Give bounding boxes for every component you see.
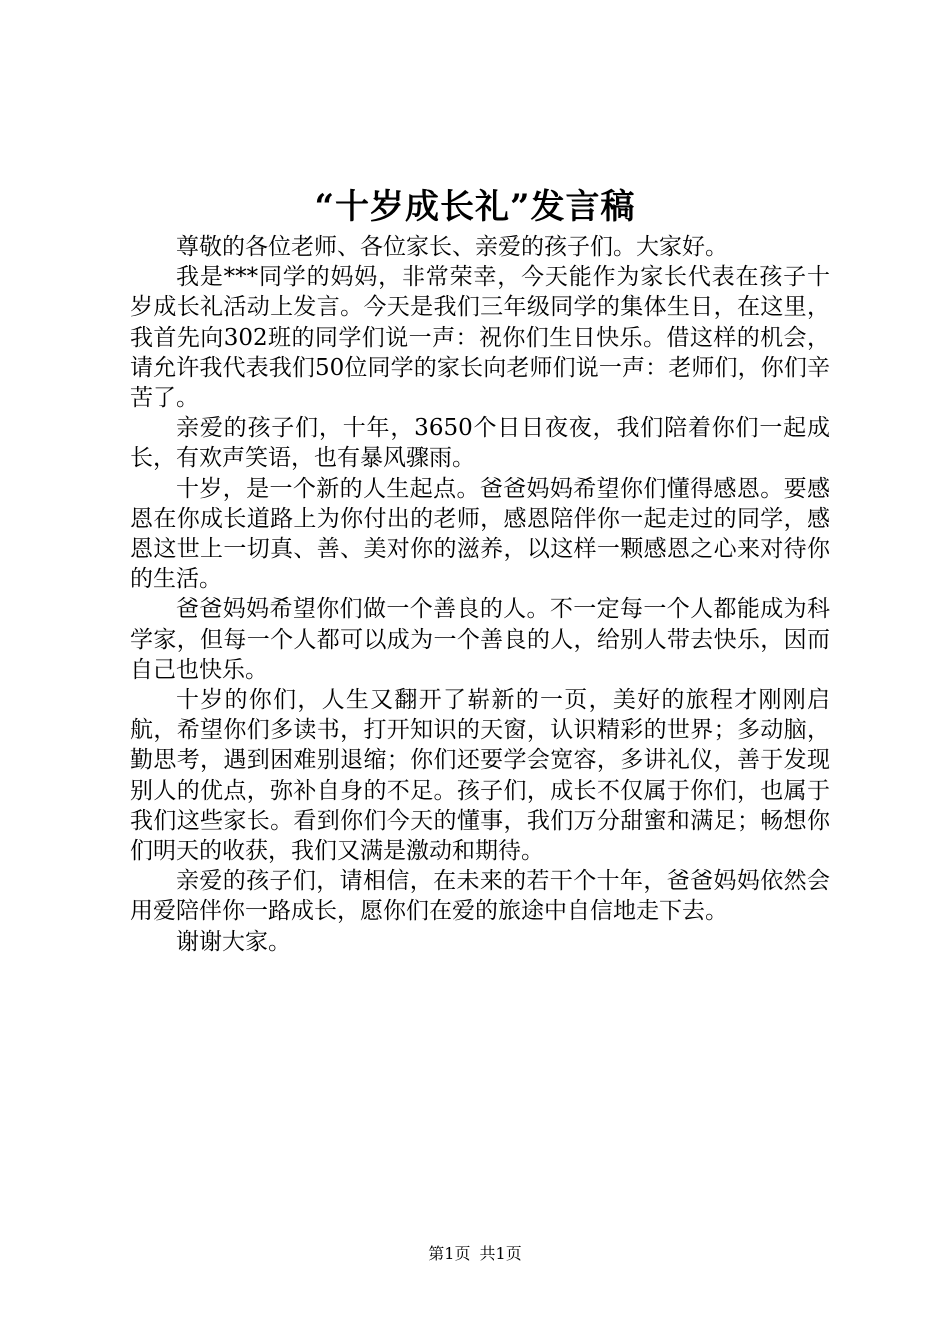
document-body [130,232,830,957]
paragraph-new-page: 十岁的你们，人生又翻开了崭新的一页，美好的旅程才刚刚启航，希望你们多读书，打开知识的天窗，认识精彩的世界；多动脑，勤思考，遇到困难别退缩；你们还要学会宽容，多讲礼仪，善于发现别人的优点，弥补自身的不足。孩子们，成长不仅属于你们，也属于我们这些家长。看到你们今天的懂事，我们万分甜蜜和满足；畅想你们明天的收获，我们又满是激动和期待。 [130,687,830,865]
paragraph-ten-years: 亲爱的孩子们，十年，3650个日日夜夜，我们陪着你们一起成长，有欢声笑语，也有暴风骤雨。 [130,415,830,472]
page-number: 第1页 [428,1244,471,1263]
paragraph-greeting: 尊敬的各位老师、各位家长、亲爱的孩子们。大家好。 [176,234,728,260]
paragraph-kindness: 爸爸妈妈希望你们做一个善良的人。不一定每一个人都能成为科学家，但每一个人都可以成为一个善良的人，给别人带去快乐，因而自己也快乐。 [130,596,830,683]
page-footer [0,1244,950,1264]
paragraph-introduction: 我是***同学的妈妈，非常荣幸，今天能作为家长代表在孩子十岁成长礼活动上发言。今天是我们三年级同学的集体生日，在这里，我首先向302班的同学们说一声：祝你们生日快乐。借这样的机会，请允许我代表我们50位同学的家长向老师们说一声：老师们，你们辛苦了。 [130,264,830,412]
paragraph-future: 亲爱的孩子们，请相信，在未来的若干个十年，爸爸妈妈依然会用爱陪伴你一路成长，愿你们在爱的旅途中自信地走下去。 [130,868,830,925]
paragraph-thanks: 谢谢大家。 [176,928,291,955]
paragraph-gratitude: 十岁，是一个新的人生起点。爸爸妈妈希望你们懂得感恩。要感恩在你成长道路上为你付出的老师，感恩陪伴你一起走过的同学，感恩这世上一切真、善、美对你的滋养，以这样一颗感恩之心来对待你的生活。 [130,475,830,593]
page-total: 共1页 [479,1244,522,1263]
document-title: “十岁成长礼”发言稿 [314,187,636,227]
